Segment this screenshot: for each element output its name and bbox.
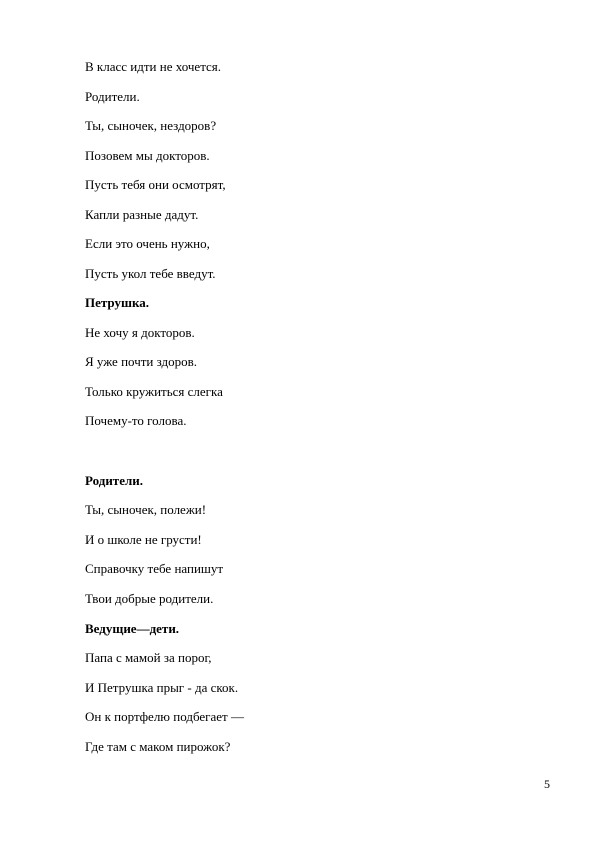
- text-line: В класс идти не хочется.: [85, 59, 222, 74]
- speaker-heading: Родители.: [85, 473, 143, 488]
- text-line: Папа с мамой за порог,: [85, 650, 212, 665]
- text-line: Почему-то голова.: [85, 413, 187, 428]
- text-line: И о школе не грусти!: [85, 532, 202, 547]
- text-line: Где там с маком пирожок?: [85, 739, 231, 754]
- text-line: Родители.: [85, 89, 140, 104]
- speaker-heading: Ведущие—дети.: [85, 621, 180, 636]
- text-line: Если это очень нужно,: [85, 236, 210, 251]
- text-line: Капли разные дадут.: [85, 207, 199, 222]
- text-line: Позовем мы докторов.: [85, 148, 210, 163]
- text-line: И Петрушка прыг - да скок.: [85, 680, 239, 695]
- text-line: Ты, сыночек, полежи!: [85, 502, 207, 517]
- text-line: Пусть тебя они осмотрят,: [85, 177, 226, 192]
- text-line: Только кружиться слегка: [85, 384, 223, 399]
- speaker-heading: Петрушка.: [85, 295, 150, 310]
- text-line: Я уже почти здоров.: [85, 354, 198, 369]
- text-line: Он к портфелю подбегает —: [85, 709, 244, 724]
- text-line: Твои добрые родители.: [85, 591, 214, 606]
- text-line: Справочку тебе напишут: [85, 561, 224, 576]
- text-line: Пусть укол тебе введут.: [85, 266, 216, 281]
- page-number: 5: [544, 777, 550, 791]
- text-line: Не хочу я докторов.: [85, 325, 195, 340]
- text-line: Ты, сыночек, нездоров?: [85, 118, 217, 133]
